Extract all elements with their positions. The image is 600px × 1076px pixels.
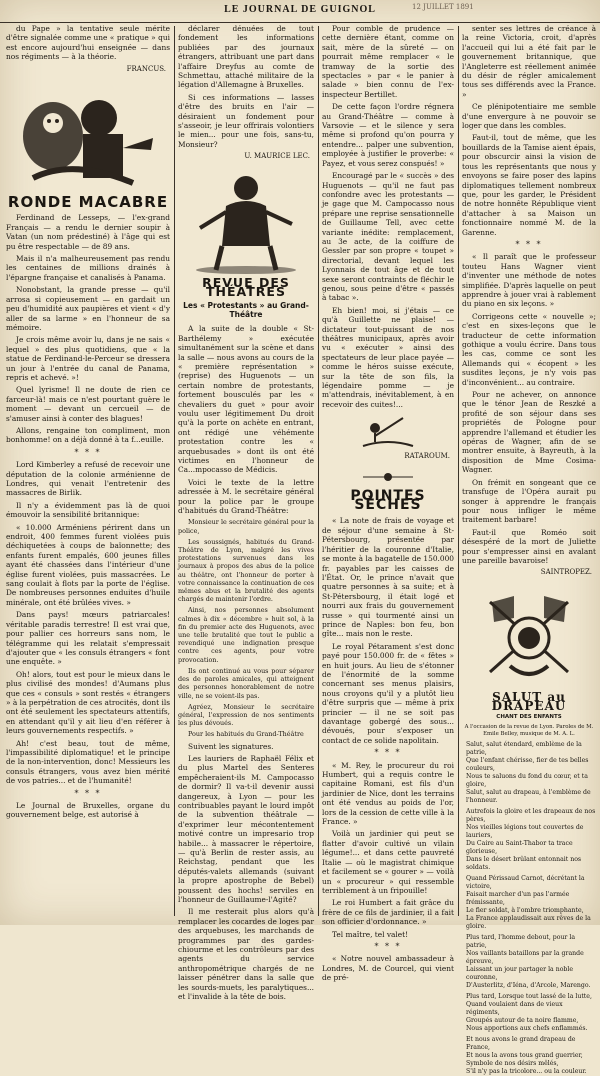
verse-line: Laissant un jour partager la noble couronne, <box>466 965 574 981</box>
paragraph: Ce plénipotentiaire me semble d'une envergure à ne pouvoir se loger que dans les combles. <box>462 102 596 131</box>
paragraph: du Pape » la tentative seule mérite d'être signalée comme une « pratique » qui est encore aujourd'hui enseignée — dans nos régiments — à la théorie. <box>6 24 170 62</box>
paragraph: On frémit en songeant que ce transfuge de l'Opéra aurait pu songer à apprendre le français pour nous infliger le même traitement barbare! <box>462 477 596 525</box>
paragraph: Eh bien! moi, si j'étais — ce qu'à Guillette ne plaise! — dictateur tout-puissant de nos théâtres municipaux, après avoir vu « exécuter » ainsi des spectateurs de leur place payée — comme le héros suisse exécute, sur la tête de son fils, la légendaire pomme — je m'attendrais, inévitablement, à en recevoir des cuites!... <box>322 305 454 409</box>
verse-line: D'Austerlitz, d'Iéna, d'Arcole, Marengo. <box>466 981 591 989</box>
verse-line: Et nous avons le grand drapeau de France, <box>466 1035 576 1051</box>
paragraph: De cette façon l'ordre régnera au Grand-Théâtre — comme à Varsovie — et le silence y sera même si profond qu'on pourra y entendre... palper une subvention, employée à justifier le proverbe: « Payez, et vous serez conspués! » <box>322 102 454 168</box>
paragraph: Mais il n'a malheureusement pas rendu les centaines de millions drainés à l'épargne française et canalisés à Panama. <box>6 254 170 282</box>
verse-line: Quand voulaient dans de vieux régiments, <box>466 1000 563 1016</box>
paragraph: Dans pays! mœurs patriarcales! véritable paradis terrestre! Il est vrai que, pour pallier ces horreurs sans nom, le télégramme qui les relatait s'empressait d'ajouter que « les consuls étrangers « font une enquête. » <box>6 610 170 667</box>
flag-trophy-illustration <box>470 582 588 692</box>
section-stars: * * * <box>74 788 102 798</box>
column-rule <box>458 26 459 916</box>
paragraph: Nonobstant, la grande presse — qu'il arrosa si copieusement — en gardait un peu d'humidité aux paupières et vient « d'y aller de sa larme » en l'honneur de sa mémoire. <box>6 285 170 332</box>
paragraph: Encouragé par le « succès » des Huguenots — qu'il ne faut pas confondre avec les protestants — je gage que M. Campocasso nous prépare une reprise sensationnelle de Guillaume Tell, avec cette variante inédite: remplacement, au 3e acte, de la coiffure de Gessler par son propre « toupet » directorial, devant lequel les Lyonnais de tout âge et de tout sexe seront contraints de fléchir le genou, sous peine d'être « passés à tabac ». <box>322 171 454 303</box>
paragraph: Les lauriers de Raphaël Félix et du plus Martel des Senteres empêcheraient-ils M. Campocasso de dormir? Il va-t-il devenir aussi dangereux, à Lyon — pour les contribuables payant le lourd impôt de la subvention théâtrale — d'exprimer leur mécontentement motivé contre un impresario trop habile... à massacrer le répertoire, — qu'à Berlin de rester assis, au Reichstag, pendant que les députés-valets allemands (suivant la propre apostrophe de Bebel) poussent des hochs! serviles en l'honneur de Guillaume-l'Agité? <box>178 753 314 905</box>
masthead <box>0 0 600 23</box>
verse-line: Nos vieilles légions tout couvertes de lauriers, <box>466 823 584 839</box>
masthead-title: LE JOURNAL DE GUIGNOL <box>224 4 376 15</box>
section-stars: * * * <box>374 748 402 758</box>
fisherman-vignette <box>353 412 423 452</box>
verse-line: Nous te saluons du fond du cœur, et ta gloire, <box>466 772 588 788</box>
signature: U. MAURICE LEC. <box>244 152 310 161</box>
section-stars: * * * <box>515 239 543 249</box>
paragraph: « Il paraît que le professeur touteu Hans Wagner vient d'inventer une méthode de notes simplifiée. D'après laquelle on peut apprendre à jouer vrai à rablement du piano en six leçons. » <box>462 252 596 309</box>
song-title: SALUT au DRAPEAU <box>491 689 567 714</box>
signature: FRANCUS. <box>126 64 166 73</box>
paragraph: « Notre nouvel ambassadeur à Londres, M. de Courcel, qui vient de pré- <box>322 954 454 983</box>
song-subtitle: CHANT DES ENFANTS <box>496 713 562 720</box>
paragraph: Ah! c'est beau, tout de même, l'impassibilité diplomatique! et le principe de la non-intervention, donc! Messieurs les consuls étrangers, vous avez bien mérité de vos patries... et de l'humanité! <box>6 738 170 786</box>
paragraph: « La note de frais de voyage et de séjour d'une semaine à St-Pétersbourg, présentée par l'héritier de la couronne d'Italie, se monte à la bagatelle de 150.000 fr. payables par les caisses de l'État. Or, le prince n'avait que quatre personnes à sa suite; et à St-Pétersbourg, il était logé et nourri aux frais du gouvernement russe » qui tourmenté ainsi un prince de Naples: bon feu, bon gîte... mais non le reste. <box>322 516 454 639</box>
paragraph: Suivent les signatures. <box>188 741 274 751</box>
verse-line: Symbole de nos désirs mêlés, <box>466 1059 559 1067</box>
article-subheading: Les « Protestants » au Grand-Théâtre <box>183 300 309 319</box>
column-3 <box>322 24 454 983</box>
verse-line: Salut, salut au drapeau, à l'emblème de l'honneur. <box>466 788 591 804</box>
column-4 <box>462 24 596 1075</box>
verse-line: Faisait marcher d'un pas l'armée frémissante, <box>466 890 570 906</box>
section-heading: RONDE MACABRE <box>7 193 169 212</box>
verse-line: Plus tard, l'homme debout, pour la patrie, <box>466 933 576 949</box>
verse-line: Plus tard, Lorsque tout lassé de la lutte, <box>466 992 592 1000</box>
paragraph: Le Journal de Bruxelles, organe du gouvernement belge, est autorisé à <box>6 801 170 820</box>
paragraph: Corrigeons cette « nouvelle »; c'est en sixes-leçons que le traducteur de cette information gothique a voulu écrire. Dans tous les cas, comme ce sont les Allemands qui « écopent » les susdites leçons, je n'y vois pas d'inconvénient... au contraire. <box>462 311 596 387</box>
verse-line: Salut, salut étendard, emblème de la patrie, <box>466 740 582 756</box>
paragraph: A la suite de la double « St-Barthélemy » exécutée simultanément sur la scène et dans la salle — nous avons au cours de la « première représentation » (reprise) des Huguenots — un certain nombre de protestants, fortement bousculés par les « chevaliers du guet » pour avoir voulu user légitimement Du droit qu'à la porte on achète en entrant, ont rédigé une véhémente protestation contre les « arquebusades » dont ils ont été victimes en l'honneur de Ca...mpocasso de Médicis. <box>178 324 314 475</box>
paragraph: Tel maître, tel valet! <box>332 929 409 939</box>
letter-line: Les soussignés, habitués du Grand-Théâtre de Lyon, malgré les vives protestations survenues dans les journaux à propos des abus de la police au théâtre, ont l'honneur de porter à votre connaissance la continuation de ces mêmes abus et la brutalité des agents chargés de maintenir l'ordre. <box>178 537 314 604</box>
ronde-macabre-illustration <box>13 78 163 196</box>
signature: RATAROUM. <box>404 452 450 461</box>
verse-line: Du Caire au Saint-Thabor ta trace glorieuse, <box>466 839 573 855</box>
letter-line: Ils ont continué au vous pour séparer des de paroles amicales, qui atteignent des personnes honorablement de notre ville, ne se voient-ils pas. <box>178 666 314 700</box>
paragraph: Faut-il que Roméo soit désespéré de la mort de Juliette pour s'empresser ainsi en avalant une pareille bavaroise! <box>462 527 596 565</box>
verse-line: Et nous la avons tous grand guerrier, <box>466 1051 583 1059</box>
verse-line: La France applaudissait aux rêves de la gloire. <box>466 914 591 930</box>
column-2 <box>178 24 314 1002</box>
paragraph: Voici le texte de la lettre adressée à M. le secrétaire général pour la police par le groupe d'habitués du Grand-Théâtre: <box>178 477 314 516</box>
paragraph: Ferdinand de Lesseps, — l'ex-grand Français — a rendu le dernier soupir à Vatan (un nom prédestiné) à l'âge qui est pu être respectable — de 89 ans. <box>6 213 170 251</box>
section-stars: * * * <box>374 941 402 951</box>
paragraph: Pour ne achever, on annonce que le ténor Jean de Reszké a profité de son séjour dans ses propriétés de Pologne pour apprendre l'allemand et étudier les opéras de Wagner, afin de se montrer ensuite, à Bayreuth, à la disposition de Mme Cosima-Wagner. <box>462 390 596 475</box>
paragraph: « M. Rey, le procureur du roi Humbert, qui a requis contre le capitaine Romani, est fils d'un jardinier de Nice, dont les terrains ont été vendus au poids de l'or, lors de la cession de cette ville à la France. » <box>322 760 454 827</box>
section-stars: * * * <box>74 447 102 457</box>
letter-line: Pour les habitués du Grand-Théâtre <box>188 730 304 739</box>
paragraph: Il me resterait plus alors qu'à remplacer les cocardes de loges par des arquebuses, les marchands de programmes par des gardes-chiourme et les contrôleurs par des agents du service anthropométrique chargés de ne laisser pénétrer dans la salle que les sourds-muets, les paralytiques... et l'invalide à la tête de bois. <box>178 907 314 1002</box>
verse-line: Nos vaillants bataillons par la grande épreuve, <box>466 949 584 965</box>
letter-line: Ainsi, nos personnes absolument calmes à dix « décembre » huit sol, à la fin du premier acte des Huguenots, avec une telle brutalité que tout le public a revendiqué une indignation presque contre ces agents, pour votre provocation. <box>178 606 314 664</box>
paragraph: « 10.000 Arméniens périrent dans un endroit, 400 femmes furent violées puis déchiquetées à coups de baïonnette; des enfants furent empalés, 600 jeunes filles ayant été chassées dans l'intérieur d'une église furent violées, puis massacrées. Le sang coulait à flots par la porte de l'église. De nombreuses personnes enduites d'huile minérale, ont été brûlées vives. » <box>6 522 170 607</box>
letter-block <box>178 518 314 738</box>
section-ornament <box>358 466 418 488</box>
column-rule <box>174 26 175 916</box>
verse-line: Dans le désert brûlant entonnait nos soldats. <box>466 855 582 871</box>
paragraph: Allons, rengaine ton compliment, mon bonhomme! on a déjà donné à ta f...euille. <box>6 425 170 445</box>
letter-line: Monsieur le secrétaire général pour la police, <box>178 518 314 535</box>
paragraph: Faut-il, tout de même, que les bouillards de la Tamise aient épais, pour obscurcir ainsi la vision de tous les représentants que nous y envoyons se faire poser des lapins diplomatiques tellement nombreux que, pour les garder, le Président de notre honnête République vient d'attacher à sa Maison un fonctionnaire nommé M. de la Garenne. <box>462 133 596 237</box>
paragraph: Voilà un jardinier qui peut se flatter d'avoir cultivé un vilain légume!... et dans cette pauvreté Italie — où le magistrat chimique et facilement se « gourer » — voilà un « procureur » qui ressemble terriblement à un fripouille! <box>322 829 454 895</box>
signature: SAINTROPEZ. <box>540 568 592 577</box>
verse-line: Nous apportions aux chefs enflammés. <box>466 1024 588 1032</box>
paragraph: Pour comble de prudence — cette dernière étant, comme on sait, mère de la sûreté — on pourrait même remplacer « le tramway de la sortie des spectacles » par « le panier à salade » bien connu de l'ex-inspecteur Bertillet. <box>322 24 454 99</box>
verse-line: S'il n'y pas la tricolore... ou la couleur. <box>466 1067 587 1075</box>
paragraph: Il n'y a évidemment pas là de quoi émouvoir la sensibilité britannique: <box>6 500 170 520</box>
paragraph: Si ces informations — lasses d'être des bruits en l'air — désiraient un fondement pour s'asseoir, je leur offrirais volontiers le mien... pour une fois, sans-tu, Monsieur? <box>178 92 314 149</box>
letter-line: Agréez, Monsieur le secrétaire général, l'expression de nos sentiments les plus dévoués. <box>178 702 314 728</box>
verse-line: Groupés autour de ta noire flamme, <box>466 1016 579 1024</box>
paragraph: Oh! alors, tout est pour le mieux dans le plus civilisé des mondes! d'Aumans plus que ces « consuls » sont restés « étrangers » à la perpétration de ces atrocités, dont ils ont été seulement les spectateurs attentifs, en attendant qu'il y ait lieu d'en référer à leurs gouvernements respectifs. » <box>6 669 170 736</box>
column-rule <box>318 26 319 916</box>
verse-line: Que l'enfant chérisse, fier de tes belles couleurs, <box>466 756 589 772</box>
section-heading: REVUE DES THÉATRES <box>202 274 290 300</box>
theatre-figure-illustration <box>186 166 306 276</box>
song-verses <box>462 741 596 1076</box>
song-credit: A l'occasion de la revue de Lyon. Paroles de M. Emile Belley, musique de M. A. L. <box>464 723 594 737</box>
paragraph: Le roi Humbert a fait grâce du frère de ce fils de jardinier, il a fait son officier d'ordonnance. » <box>322 898 454 927</box>
paragraph: déclarer dénuées de tout fondement les informations publiées par des journaux étrangers, attribuant une part dans l'affaire Dreyfus au comte de Schmettau, attaché militaire de la légation d'Allemagne à Bruxelles. <box>178 24 314 90</box>
verse-line: Autrefois la gloire et les drapeaux de nos pères, <box>466 807 596 823</box>
paragraph: senter ses lettres de créance à la reine Victoria, croit, d'après l'accueil qui lui a été fait par le gouvernement britannique, que l'Angleterre est réellement animée du désir de régler amicalement tous ses différends avec la France. » <box>462 24 596 99</box>
masthead-fold-mark: 12 JUILLET 1891 <box>412 3 474 11</box>
verse-line: Le fier soldat, à l'ombre triomphante, <box>466 906 584 914</box>
paragraph: Le royal Pétarament s'est donc payé pour 150.000 fr. de « fêtes » en huit jours. Au lieu de s'étonner de l'énormité de la somme concernant ses menus plaisirs, nous croyons qu'il y a plutôt lieu d'être surpris que — même à prix princier — il ne se soit pas davantage gobergé des sous... dévoués, pour s'exposer un contact de ce solide napolitain. <box>322 641 454 745</box>
paragraph: Je crois même avoir lu, dans je ne sais « lequel » des plus quotidiens, que « la statue de Ferdinand-le-Perceur se dressera un jour à l'entrée du canal de Panama, repris et achevé. »! <box>6 335 170 382</box>
paragraph: Lord Kimberley a refusé de recevoir une députation de la colonie arménienne de Londres, qui venait l'entretenir des massacres de Birlik. <box>6 460 170 498</box>
column-1 <box>6 24 170 920</box>
paragraph: Quel lyrisme! Il ne doute de rien ce farceur-là! mais ce n'est pourtant guère le moment — devant un cercueil — de s'amuser ainsi à conter des blagues! <box>6 385 170 423</box>
verse-line: Quand Périssaud Carnot, décrétant la victoire, <box>466 874 585 890</box>
section-heading: POINTES SÈCHES <box>350 487 426 514</box>
